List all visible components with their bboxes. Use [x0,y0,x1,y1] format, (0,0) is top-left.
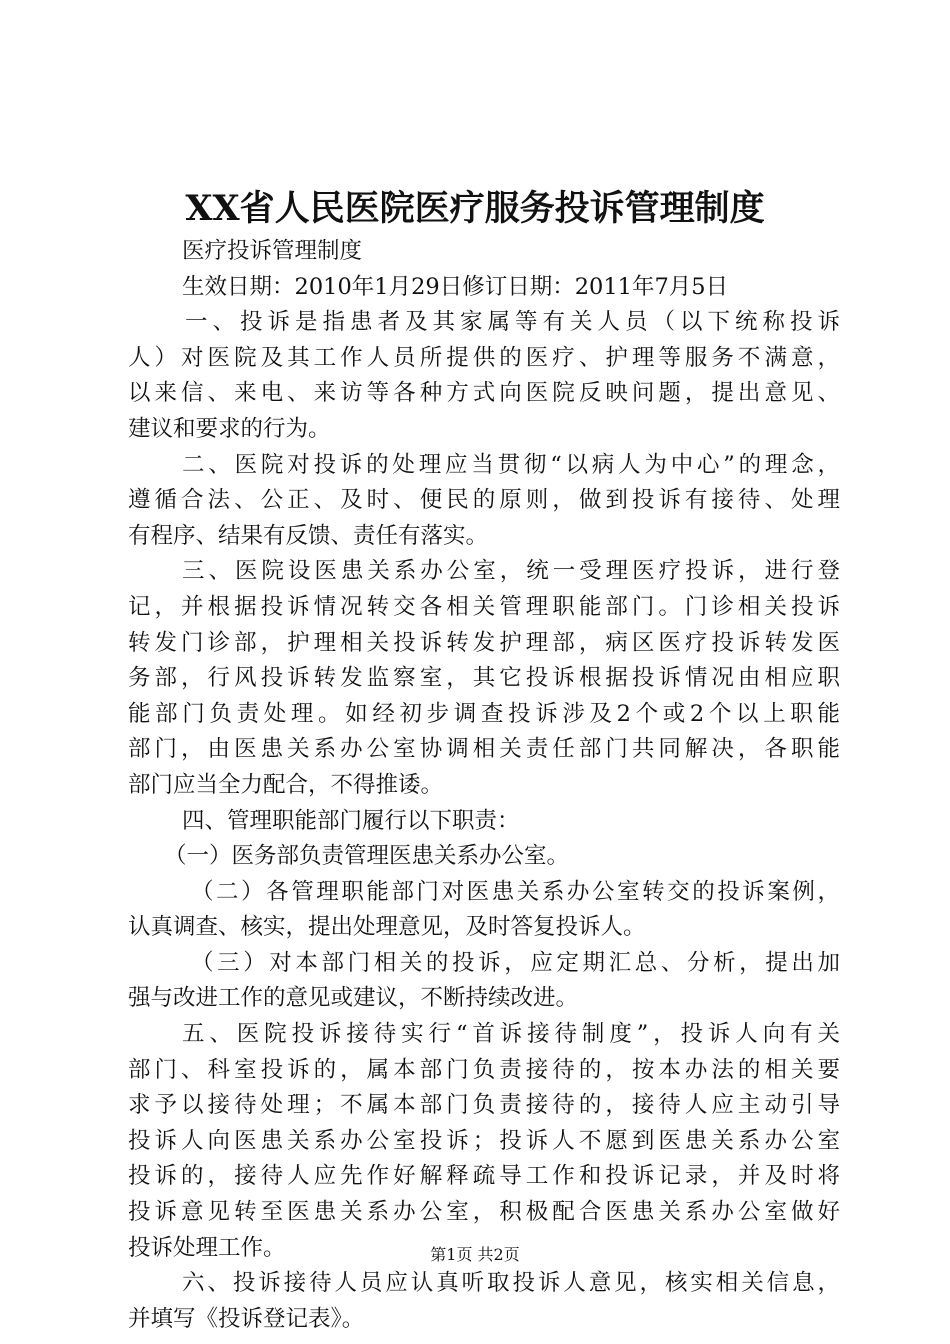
paragraph-2-line-2: 遵循合法、公正、及时、便民的原则，做到投诉有接待、处理 [128,487,840,514]
paragraph-4-line-1: 四、管理职能部门履行以下职责： [182,807,520,834]
paragraph-3-line-1: 三、医院设医患关系办公室，统一受理医疗投诉，进行登 [182,558,840,585]
document-body [128,234,840,1337]
paragraph-5-line-1: 五、医院投诉接待实行“首诉接待制度”，投诉人向有关 [182,1021,840,1048]
paragraph-6-line-1: 六、投诉接待人员应认真听取投诉人意见，核实相关信息， [182,1270,840,1297]
subtitle-line: 医疗投诉管理制度 [182,238,363,264]
item-1-line-1: （一）医务部负责管理医患关系办公室。 [164,843,570,870]
paragraph-5-line-7: 投诉处理工作。 [128,1234,286,1261]
item-3-line-2: 强与改进工作的意见或建议，不断持续改进。 [128,985,579,1012]
paragraph-3-line-7: 部门应当全力配合，不得推诿。 [128,771,444,798]
paragraph-3-line-2: 记，并根据投诉情况转交各相关管理职能部门。门诊相关投诉 [128,593,840,620]
paragraph-3-line-5: 能部门负责处理。如经初步调查投诉涉及2个或2个以上职能 [128,700,840,727]
item-2-line-1: （二）各管理职能部门对医患关系办公室转交的投诉案例， [191,878,840,905]
paragraph-3-line-4: 务部，行风投诉转发监察室，其它投诉根据投诉情况由相应职 [128,665,840,692]
paragraph-3-line-3: 转发门诊部，护理相关投诉转发护理部，病区医疗投诉转发医 [128,629,840,656]
paragraph-5-line-2: 部门、科室投诉的，属本部门负责接待的，按本办法的相关要 [128,1056,840,1083]
item-2-line-2: 认真调查、核实，提出处理意见，及时答复投诉人。 [128,914,646,941]
paragraph-5-line-3: 求予以接待处理；不属本部门负责接待的，接待人应主动引导 [128,1092,840,1119]
paragraph-5-line-6: 投诉意见转至医患关系办公室，积极配合医患关系办公室做好 [128,1199,840,1226]
effective-date-line: 生效日期：2010年1月29日修订日期：2011年7月5日 [182,273,729,300]
paragraph-5-line-5: 投诉的，接待人应先作好解释疏导工作和投诉记录，并及时将 [128,1163,840,1190]
paragraph-5-line-4: 投诉人向医患关系办公室投诉；投诉人不愿到医患关系办公室 [128,1127,840,1154]
paragraph-1-line-3: 以来信、来电、来访等各种方式向医院反映问题，提出意见、 [128,380,840,407]
paragraph-1-line-4: 建议和要求的行为。 [128,415,331,442]
document-title: XX省人民医院医疗服务投诉管理制度 [185,188,765,229]
paragraph-1-line-1: 一、投诉是指患者及其家属等有关人员（以下统称投诉 [185,309,840,336]
paragraph-6-line-2: 并填写《投诉登记表》。 [128,1305,365,1332]
paragraph-1-line-2: 人）对医院及其工作人员所提供的医疗、护理等服务不满意， [128,344,840,371]
paragraph-2-line-1: 二、医院对投诉的处理应当贯彻“以病人为中心”的理念， [182,451,840,478]
page-number-footer: 第1页 共2页 [430,1245,520,1264]
paragraph-2-line-3: 有程序、结果有反馈、责任有落实。 [128,522,489,549]
paragraph-3-line-6: 部门，由医患关系办公室协调相关责任部门共同解决，各职能 [128,736,840,763]
item-3-line-1: （三）对本部门相关的投诉，应定期汇总、分析，提出加 [191,949,840,976]
